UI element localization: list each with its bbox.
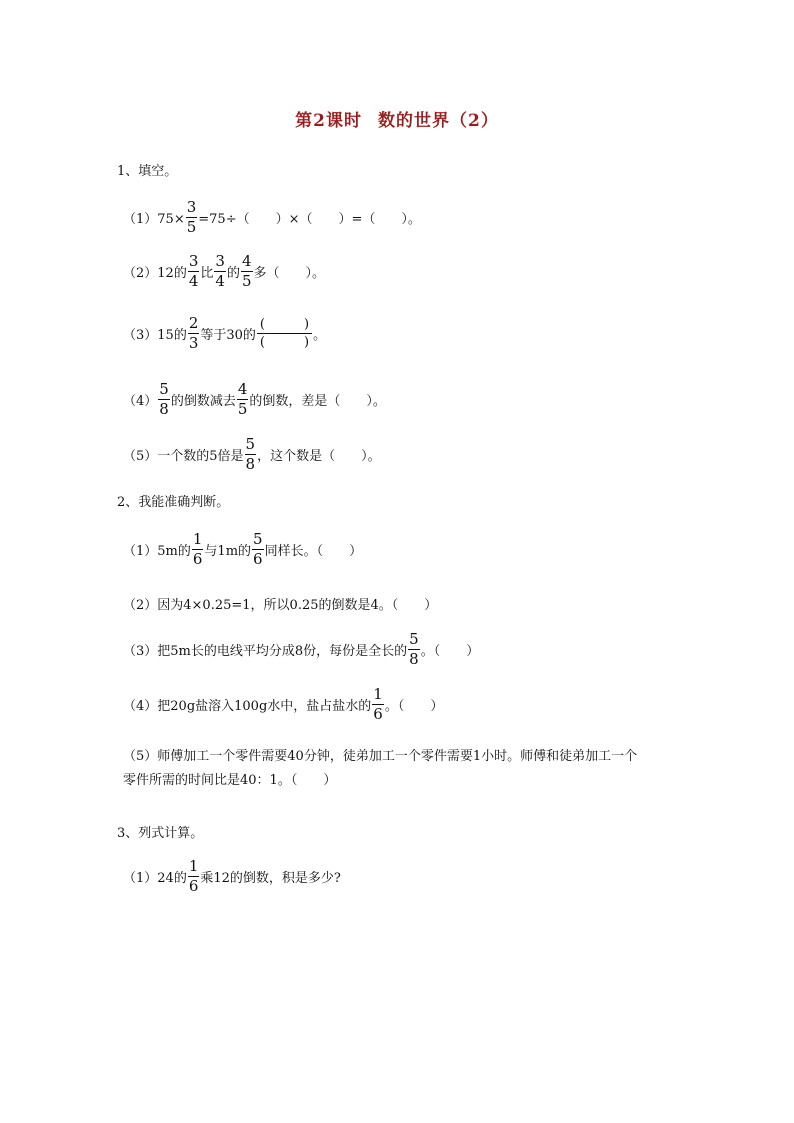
question-1-3: （3）15的 $\frac{2}{3}$ 等于30的 $\frac{( )}{( )}$ 。 <box>123 314 327 352</box>
fraction: $\frac{1}{6}$ <box>192 530 203 568</box>
question-1-1: （1）75× $\frac{3}{5}$ =75÷（ ）×（ ）=（ ）。 <box>123 198 421 236</box>
fraction: $\frac{5}{8}$ <box>245 435 256 473</box>
fraction: $\frac{4}{5}$ <box>237 380 248 418</box>
fraction: $\frac{3}{4}$ <box>215 252 225 290</box>
question-2-4: （4）把20g盐溶入100g水中，盐占盐水的 $\frac{1}{6}$ 。（ ） <box>123 685 444 723</box>
question-1-2: （2）12的 $\frac{3}{4}$ 比 $\frac{3}{4}$ 的 $\frac{4}{5}$ 多（ ）。 <box>123 252 326 290</box>
section-3-heading: 3、列式计算。 <box>117 826 204 841</box>
lesson-name: 数的世界（2） <box>378 111 499 131</box>
fraction: $\frac{4}{5}$ <box>241 252 252 290</box>
fraction: $\frac{1}{6}$ <box>188 857 199 895</box>
question-1-4: （4） $\frac{5}{8}$ 的倒数减去 $\frac{4}{5}$ 的倒数，差是（ ）。 <box>123 380 386 418</box>
question-2-2: （2）因为4×0.25=1，所以0.25的倒数是4。（ ） <box>123 598 438 613</box>
section-2-heading: 2、我能准确判断。 <box>117 495 230 510</box>
question-2-5: （5）师傅加工一个零件需要40分钟，徒弟加工一个零件需要1小时。师傅和徒弟加工一个 零件所需的时间比是40：1。（ ） <box>123 749 638 788</box>
fraction: $\frac{2}{3}$ <box>188 314 199 352</box>
question-2-3: （3）把5m长的电线平均分成8份，每份是全长的 $\frac{5}{8}$ 。（ ） <box>123 630 480 668</box>
lesson-label: 第2课时 <box>295 111 362 131</box>
fraction: $\frac{3}{4}$ <box>188 252 199 290</box>
fraction: $\frac{5}{8}$ <box>159 380 169 418</box>
fraction: $\frac{3}{5}$ <box>186 198 197 236</box>
page-title <box>0 106 794 131</box>
fraction: $\frac{5}{8}$ <box>409 630 419 668</box>
question-3-1: （1）24的 $\frac{1}{6}$ 乘12的倒数，积是多少? <box>123 857 341 895</box>
section-1-heading: 1、填空。 <box>117 164 178 179</box>
blank-fraction: $\frac{( )}{( )}$ <box>257 318 312 349</box>
fraction: $\frac{1}{6}$ <box>373 685 383 723</box>
fraction: $\frac{5}{6}$ <box>253 530 263 568</box>
question-1-5: （5）一个数的5倍是 $\frac{5}{8}$ ，这个数是（ ）。 <box>123 435 381 473</box>
question-2-1: （1）5m的 $\frac{1}{6}$ 与1m的 $\frac{5}{6}$ 同样长。（ ） <box>123 530 363 568</box>
